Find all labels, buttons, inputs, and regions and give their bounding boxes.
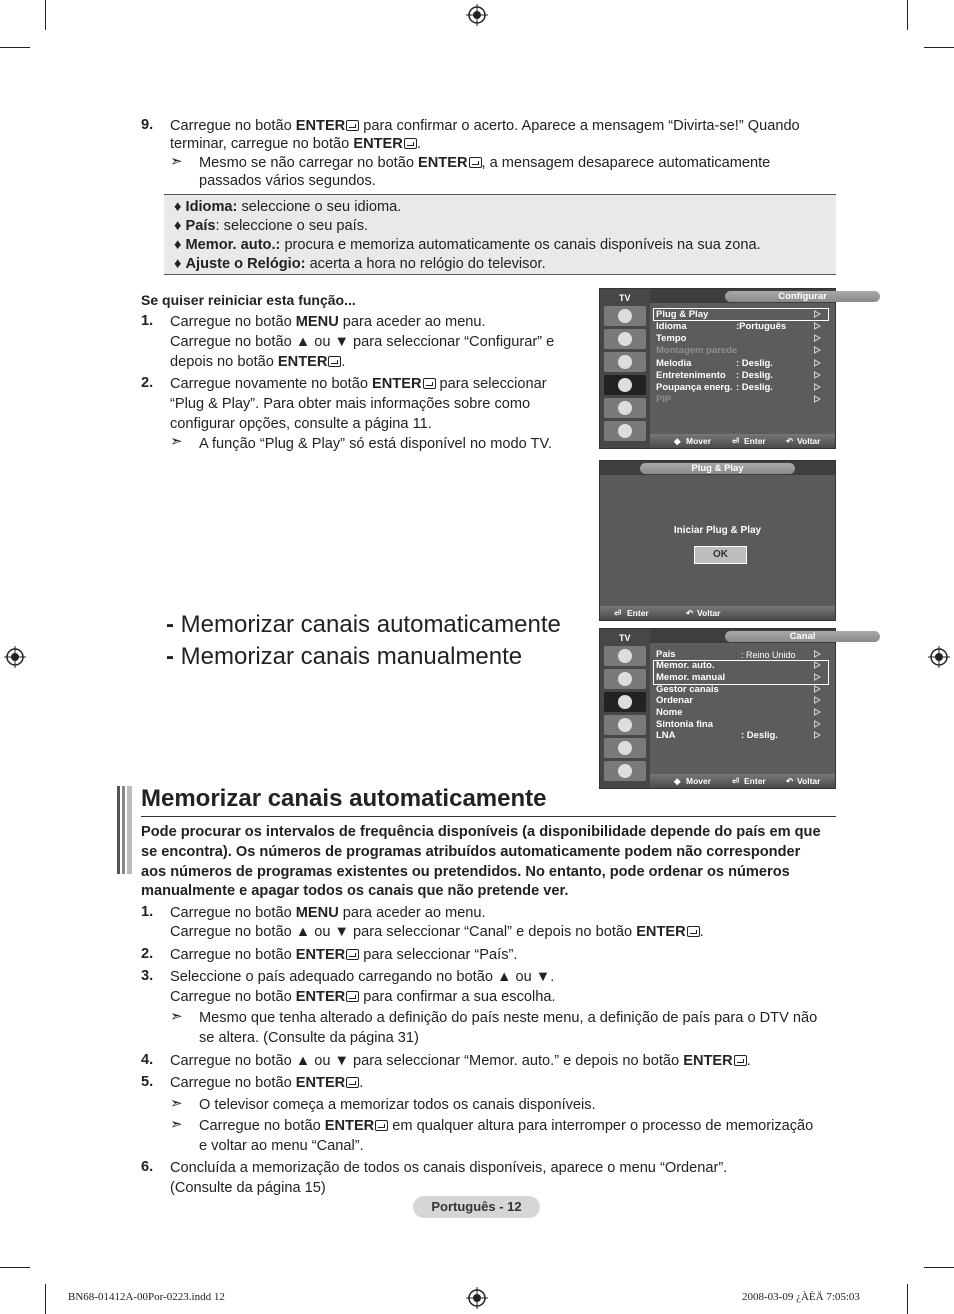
- info-row: [174, 199, 401, 215]
- application-icon[interactable]: [604, 421, 646, 441]
- crop-mark: [0, 47, 30, 48]
- info-text: acerta a hora no relógio do televisor.: [305, 256, 546, 272]
- step-number: 6.: [141, 1159, 154, 1175]
- enter-icon: ⏎: [732, 776, 740, 786]
- menu-item-melodia[interactable]: Melodia: [656, 358, 692, 369]
- arrow-right-icon: [814, 696, 821, 704]
- arrow-right-icon: [814, 371, 821, 379]
- menu-value: : Reino Unido: [741, 650, 796, 660]
- arrow-right-icon: [814, 383, 821, 391]
- tv-menu-channel: [599, 628, 836, 789]
- menu-label: MENU: [295, 905, 339, 921]
- menu-sidebar: [600, 289, 650, 448]
- enter-icon: [687, 926, 700, 937]
- info-text: : seleccione o seu país.: [215, 218, 369, 234]
- info-label: Memor. auto.:: [185, 237, 281, 253]
- intro-line: se encontra). Os números de programas atribuídos automaticamente podem não corresponder: [141, 844, 801, 860]
- arrow-right-icon: [814, 731, 821, 739]
- step-number: 3.: [141, 968, 154, 984]
- menu-item-poupanca[interactable]: Poupança energ.: [656, 382, 733, 393]
- enter-icon: [734, 1055, 747, 1066]
- step3-line: Seleccione o país adequado carregando no botão ▲ ou ▼.: [170, 969, 555, 985]
- menu-item-lna[interactable]: LNA: [656, 730, 676, 741]
- text: , a mensagem desaparece automaticamente: [481, 155, 771, 171]
- text: .: [359, 1075, 364, 1091]
- text: depois no botão: [170, 354, 278, 370]
- bullet-icon: ♦: [174, 256, 182, 272]
- bullet-icon: ♦: [174, 199, 182, 215]
- arrow-right-icon: [814, 322, 821, 330]
- info-row: [174, 237, 761, 253]
- step9-note: [199, 154, 770, 173]
- menu-title: Plug & Play: [640, 463, 795, 474]
- registration-mark-icon: [928, 646, 950, 668]
- footer-enter: Enter: [627, 608, 649, 618]
- reset-step2: [170, 375, 547, 394]
- menu-item-plug-play[interactable]: Plug & Play: [656, 309, 709, 320]
- step-number: 2.: [141, 375, 154, 391]
- menu-item-gestor-canais[interactable]: Gestor canais: [656, 684, 719, 695]
- step4-line: [170, 1052, 751, 1071]
- reset-step2-cont: “Plug & Play”. Para obter mais informações sobre como: [170, 396, 531, 412]
- toc-link-auto[interactable]: [166, 610, 561, 640]
- input-icon[interactable]: [604, 738, 646, 758]
- menu-item-ordenar[interactable]: Ordenar: [656, 695, 693, 706]
- intro-line: aos números de programas existentes ou pretendidos. No entanto, pode ordenar os números: [141, 864, 790, 880]
- step5-line: [170, 1074, 363, 1093]
- text: .: [416, 136, 421, 152]
- text: Carregue no botão: [170, 947, 296, 963]
- return-icon: ↶: [786, 776, 794, 786]
- enter-icon: [375, 1120, 388, 1131]
- text: Carregue no botão: [199, 1118, 325, 1134]
- text: .: [699, 924, 704, 940]
- arrow-right-icon: [814, 334, 821, 342]
- enter-label: ENTER: [295, 1075, 346, 1091]
- arrow-right-icon: [814, 685, 821, 693]
- page-number-badge: Português - 12: [413, 1196, 540, 1218]
- intro-line: manualmente e apagar todos os canais que não pretende ver.: [141, 883, 569, 899]
- text: Carregue no botão ▲ ou ▼ para seleccionar “Memor. auto.” e depois no botão: [170, 1053, 684, 1069]
- text: Mesmo se não carregar no botão: [199, 155, 419, 171]
- crop-mark: [907, 1284, 908, 1314]
- menu-item-idioma[interactable]: Idioma: [656, 321, 687, 332]
- enter-label: ENTER: [683, 1053, 733, 1069]
- step3-line2: [170, 988, 556, 1007]
- registration-mark-icon: [466, 4, 488, 26]
- menu-title: Configurar: [725, 291, 880, 302]
- info-text: procura e memoriza automaticamente os canais disponíveis na sua zona.: [280, 237, 761, 253]
- picture-icon[interactable]: [604, 306, 646, 326]
- print-footer-left: BN68-01412A-00Por-0223.indd 12: [68, 1291, 225, 1303]
- toc-link-manual[interactable]: [166, 642, 522, 672]
- enter-icon: [404, 138, 417, 149]
- enter-label: ENTER: [324, 1118, 375, 1134]
- crop-mark: [45, 0, 46, 30]
- reset-step1: [170, 313, 486, 332]
- text: Carregue no botão: [170, 118, 296, 134]
- menu-item-pais[interactable]: País: [656, 649, 676, 660]
- bullet-icon: ♦: [174, 218, 182, 234]
- enter-icon: ⏎: [614, 608, 622, 618]
- menu-item-tempo[interactable]: Tempo: [656, 333, 687, 344]
- text: para seleccionar: [435, 376, 547, 392]
- reset-step1-cont2: [170, 353, 345, 372]
- enter-icon: [423, 378, 436, 389]
- text: para seleccionar “País”.: [359, 947, 518, 963]
- menu-footer: [650, 774, 835, 788]
- crop-mark: [0, 1267, 30, 1268]
- enter-icon: [346, 949, 359, 960]
- menu-value: : Deslig.: [736, 358, 773, 369]
- menu-item-sintonia[interactable]: Sintonia fina: [656, 719, 713, 730]
- registration-mark-icon: [4, 646, 26, 668]
- menu-item-memor-manual[interactable]: Memor. manual: [656, 672, 726, 683]
- menu-item-montagem: Montagem parede: [656, 345, 738, 356]
- text: Carregue no botão: [170, 1075, 296, 1091]
- info-label: Ajuste o Relógio:: [185, 256, 306, 272]
- text: .: [746, 1053, 751, 1069]
- crop-mark: [45, 1284, 46, 1314]
- menu-item-entretenimento[interactable]: Entretenimento: [656, 370, 726, 381]
- enter-label: ENTER: [636, 924, 686, 940]
- step9-note-cont: passados vários segundos.: [199, 173, 376, 189]
- enter-label: ENTER: [277, 354, 328, 370]
- text: Carregue no botão ▲ ou ▼ para seleccionar “Canal” e depois no botão: [170, 924, 637, 940]
- arrow-right-icon: [814, 310, 821, 318]
- menu-value: :Português: [736, 321, 787, 332]
- menu-item-memor-auto[interactable]: Memor. auto.: [656, 660, 715, 671]
- crop-mark: [924, 47, 954, 48]
- text: em qualquer altura para interromper o processo de memorização: [388, 1118, 814, 1134]
- text: Carregue novamente no botão: [170, 376, 373, 392]
- crop-mark: [907, 0, 908, 30]
- note-arrow-icon: ➣: [170, 1116, 183, 1133]
- menu-value: : Deslig.: [736, 382, 773, 393]
- enter-label: ENTER: [295, 947, 346, 963]
- menu-value: : Deslig.: [741, 730, 778, 741]
- text: para aceder ao menu.: [338, 314, 486, 330]
- text: para confirmar o acerto. Aparece a mensagem “Divirta-se!” Quando: [359, 118, 800, 134]
- reset-heading: Se quiser reiniciar esta função...: [141, 292, 356, 308]
- tv-menu-setup: [599, 288, 836, 449]
- arrow-right-icon: [814, 661, 821, 669]
- enter-label: ENTER: [295, 989, 346, 1005]
- enter-label: ENTER: [295, 118, 346, 134]
- bullet-icon: ♦: [174, 237, 182, 253]
- channel-icon[interactable]: [604, 352, 646, 372]
- section-bar: [117, 786, 132, 874]
- step-number: 9.: [141, 117, 154, 133]
- footer-back: Voltar: [697, 608, 721, 618]
- enter-icon: [469, 157, 482, 168]
- step3-note: Mesmo que tenha alterado a definição do país neste menu, a definição de país para o DTV não: [199, 1010, 818, 1026]
- reset-step1-cont: Carregue no botão ▲ ou ▼ para seleccionar “Configurar” e: [170, 334, 555, 350]
- enter-icon: [328, 356, 341, 367]
- step2-line: [170, 946, 517, 965]
- note-arrow-icon: ➣: [170, 1095, 183, 1112]
- step1-line2: [170, 923, 704, 942]
- enter-label: ENTER: [353, 136, 403, 152]
- menu-title: Canal: [725, 631, 880, 642]
- text: .: [341, 354, 346, 370]
- footer-back: Voltar: [797, 776, 821, 786]
- menu-sidebar: [600, 629, 650, 788]
- reset-note: A função “Plug & Play” só está disponível no modo TV.: [199, 436, 552, 452]
- step6-line2: (Consulte da página 15): [170, 1180, 326, 1196]
- menu-label: MENU: [295, 314, 339, 330]
- enter-label: ENTER: [418, 155, 468, 171]
- note-arrow-icon: ➣: [170, 153, 183, 170]
- step5-note2-cont: e voltar ao menu “Canal”.: [199, 1138, 364, 1154]
- step6-line: Concluída a memorização de todos os canais disponíveis, aparece o menu “Ordenar”.: [170, 1160, 728, 1176]
- note-arrow-icon: ➣: [170, 433, 183, 450]
- menu-value: : Deslig.: [736, 370, 773, 381]
- dash: -: [166, 643, 174, 670]
- sound-icon[interactable]: [604, 329, 646, 349]
- text: para confirmar a sua escolha.: [359, 989, 556, 1005]
- text: terminar, carregue no botão: [170, 136, 354, 152]
- link-text: Memorizar canais manualmente: [180, 643, 523, 670]
- step-number: 1.: [141, 904, 154, 920]
- enter-label: ENTER: [372, 376, 422, 392]
- info-box: [164, 194, 836, 275]
- move-icon: ◆: [674, 776, 681, 786]
- tv-label: TV: [619, 293, 631, 303]
- footer-back: Voltar: [797, 436, 821, 446]
- arrow-right-icon: [814, 673, 821, 681]
- ok-button[interactable]: OK: [694, 546, 747, 564]
- info-text: seleccione o seu idioma.: [237, 199, 402, 215]
- info-label: Idioma:: [185, 199, 238, 215]
- input-icon[interactable]: [604, 398, 646, 418]
- tv-menu-plug-play: [599, 460, 836, 621]
- reset-step2-cont2: configurar opções, consulte a página 11.: [170, 416, 432, 432]
- arrow-right-icon: [814, 720, 821, 728]
- menu-footer: [600, 606, 835, 620]
- text: Carregue no botão: [170, 905, 296, 921]
- crop-mark: [924, 1267, 954, 1268]
- intro-line: Pode procurar os intervalos de frequência disponíveis (a disponibilidade depende do país em que: [141, 824, 821, 840]
- enter-icon: ⏎: [732, 436, 740, 446]
- step9-line1: [170, 117, 800, 136]
- step1-line: [170, 904, 486, 923]
- footer-enter: Enter: [744, 436, 766, 446]
- step3-note-cont: se altera. (Consulte da página 31): [199, 1030, 419, 1046]
- enter-icon: [346, 1077, 359, 1088]
- arrow-right-icon: [814, 395, 821, 403]
- link-text: Memorizar canais automaticamente: [180, 611, 561, 638]
- menu-item-pip: PIP: [656, 394, 672, 405]
- arrow-right-icon: [814, 708, 821, 716]
- divider: [141, 816, 836, 817]
- menu-footer: [650, 434, 835, 448]
- return-icon: ↶: [786, 436, 794, 446]
- registration-mark-icon: [466, 1287, 488, 1309]
- info-label: País: [185, 218, 216, 234]
- return-icon: ↶: [686, 608, 694, 618]
- text: Carregue no botão: [170, 989, 296, 1005]
- text: Carregue no botão: [170, 314, 296, 330]
- step5-note2: [199, 1117, 813, 1136]
- application-icon[interactable]: [604, 761, 646, 781]
- footer-move: Mover: [686, 776, 712, 786]
- move-icon: ◆: [674, 436, 681, 446]
- step9-line2: [170, 135, 421, 154]
- info-row: [174, 218, 368, 234]
- text: para aceder ao menu.: [338, 905, 486, 921]
- setup-gear-icon[interactable]: [604, 375, 646, 395]
- sound-icon[interactable]: [604, 669, 646, 689]
- menu-item-nome[interactable]: Nome: [656, 707, 683, 718]
- channel-icon[interactable]: [604, 692, 646, 712]
- step-number: 1.: [141, 313, 154, 329]
- footer-enter: Enter: [744, 776, 766, 786]
- arrow-right-icon: [814, 359, 821, 367]
- enter-icon: [346, 120, 359, 131]
- step5-note: O televisor começa a memorizar todos os canais disponíveis.: [199, 1097, 596, 1113]
- note-arrow-icon: ➣: [170, 1008, 183, 1025]
- section-title: Memorizar canais automaticamente: [141, 785, 547, 812]
- arrow-right-icon: [814, 650, 821, 658]
- step-number: 5.: [141, 1074, 154, 1090]
- tv-label: TV: [619, 633, 631, 643]
- enter-icon: [346, 991, 359, 1002]
- setup-gear-icon[interactable]: [604, 715, 646, 735]
- print-footer-right: 2008-03-09 ¿ÀÈÄ 7:05:03: [742, 1291, 860, 1303]
- footer-move: Mover: [686, 436, 712, 446]
- step-number: 4.: [141, 1052, 154, 1068]
- plug-message: Iniciar Plug & Play: [673, 525, 762, 536]
- step-number: 2.: [141, 946, 154, 962]
- picture-icon[interactable]: [604, 646, 646, 666]
- arrow-right-icon: [814, 346, 821, 354]
- info-row: [174, 256, 546, 272]
- dash: -: [166, 611, 174, 638]
